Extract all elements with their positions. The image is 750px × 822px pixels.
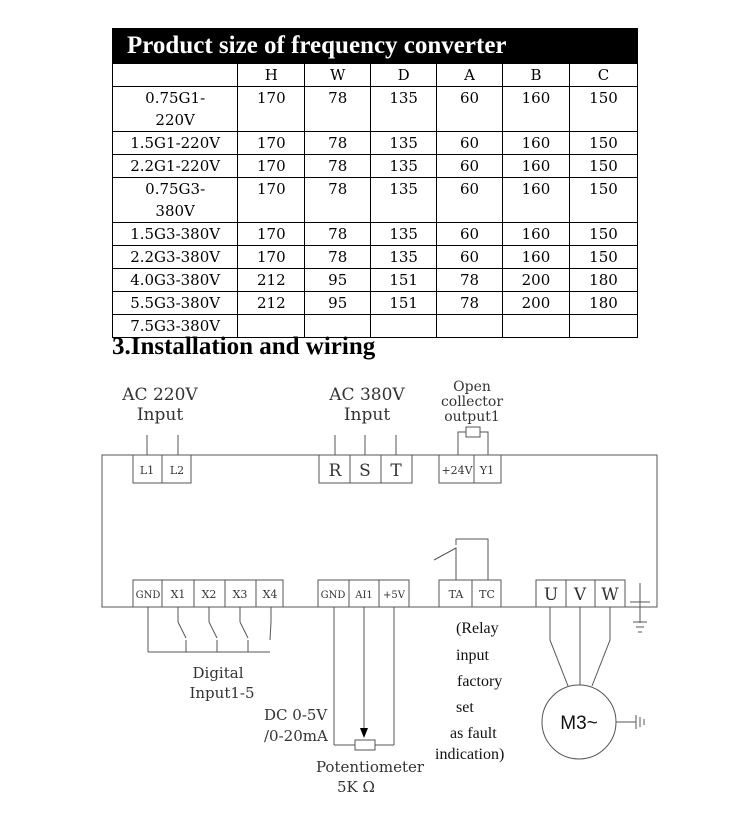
model-cell: 4.0G3-380V: [113, 269, 238, 292]
terminal-s: S: [359, 461, 371, 481]
relay-note-line4: set: [456, 699, 474, 716]
dimension-cell: 180: [569, 269, 637, 292]
terminal-y1: Y1: [479, 464, 495, 477]
dimension-cell: 150: [569, 87, 637, 132]
terminal-l1: L1: [139, 464, 155, 477]
dimension-cell: 200: [502, 292, 569, 315]
table-header-cell: B: [502, 64, 569, 87]
dimension-cell: 170: [238, 132, 305, 155]
dimension-cell: 212: [238, 292, 305, 315]
table-header-cell: D: [371, 64, 437, 87]
dimension-cell: 60: [437, 178, 503, 223]
dimension-cell: 170: [238, 178, 305, 223]
dimension-cell: 78: [305, 155, 371, 178]
relay-note-line6: indication): [435, 746, 505, 763]
relay-note-line2: input: [456, 647, 489, 664]
terminal-gnd-2: GND: [320, 590, 346, 601]
dc-label-line1: DC 0-5V: [264, 706, 328, 724]
dimension-cell: 78: [305, 132, 371, 155]
section-heading: 3.Installation and wiring: [112, 333, 376, 360]
dimension-cell: 160: [502, 87, 569, 132]
dimension-cell: 150: [569, 246, 637, 269]
dimension-cell: 170: [238, 87, 305, 132]
digital-input-line2: Input1-5: [189, 684, 255, 702]
dimension-cell: 95: [305, 292, 371, 315]
dimension-cell: 78: [437, 269, 503, 292]
dimension-cell: 170: [238, 223, 305, 246]
dimension-cell: 150: [569, 178, 637, 223]
dimension-cell: 135: [371, 87, 437, 132]
model-cell: 0.75G3- 380V: [113, 178, 238, 223]
table-header-cell: W: [305, 64, 371, 87]
terminal-x4: X4: [262, 588, 278, 601]
table-title: Product size of frequency converter: [113, 29, 638, 64]
dimension-cell: 200: [502, 269, 569, 292]
table-header-cell: H: [238, 64, 305, 87]
terminal-5v: +5V: [383, 590, 405, 601]
output-load-symbol: [466, 427, 480, 437]
dimension-cell: 135: [371, 223, 437, 246]
potentiometer-symbol: [355, 740, 375, 750]
dimension-cell: 160: [502, 223, 569, 246]
dimension-cell: 135: [371, 155, 437, 178]
dc-label-line2: /0-20mA: [264, 727, 328, 745]
dimension-cell: 180: [569, 292, 637, 315]
dimension-cell: 78: [305, 178, 371, 223]
terminal-x3: X3: [232, 588, 248, 601]
terminal-ta: TA: [448, 588, 464, 601]
terminal-v: V: [573, 585, 587, 605]
relay-note-line5: as fault: [450, 725, 497, 742]
table-header-cell: C: [569, 64, 637, 87]
dimension-cell: 60: [437, 87, 503, 132]
dimension-cell: 160: [502, 132, 569, 155]
model-cell: 1.5G3-380V: [113, 223, 238, 246]
terminal-u: U: [543, 585, 559, 605]
model-cell: 1.5G1-220V: [113, 132, 238, 155]
dimension-cell: 150: [569, 223, 637, 246]
ac220-label-line2: Input: [136, 405, 184, 425]
dimension-cell: 78: [305, 246, 371, 269]
potentiometer-line2: 5K Ω: [337, 778, 375, 796]
terminal-w: W: [601, 585, 619, 605]
dimension-cell: 212: [238, 269, 305, 292]
dimension-cell: 78: [305, 223, 371, 246]
terminal-r: R: [328, 461, 342, 481]
terminal-l2: L2: [169, 464, 185, 477]
dimension-cell: 135: [371, 132, 437, 155]
terminal-ai1: AI1: [355, 590, 373, 601]
dimension-cell: 60: [437, 246, 503, 269]
model-cell: 7.5G3-380V: [113, 315, 238, 338]
dimension-cell: 60: [437, 132, 503, 155]
dimension-cell: 151: [371, 269, 437, 292]
dimension-cell: 160: [502, 178, 569, 223]
terminal-gnd-1: GND: [135, 590, 161, 601]
dimension-cell: 95: [305, 269, 371, 292]
potentiometer-line1: Potentiometer: [315, 758, 425, 776]
terminal-t: T: [390, 461, 402, 481]
dimension-cell: 150: [569, 132, 637, 155]
relay-note-line1: (Relay: [456, 620, 499, 637]
dimension-cell: 160: [502, 246, 569, 269]
table-header-cell: A: [437, 64, 503, 87]
motor-label: M3~: [560, 713, 598, 734]
dimension-cell: 135: [371, 246, 437, 269]
open-collector-line1: Open: [453, 379, 491, 395]
dimension-cell: 160: [502, 155, 569, 178]
ac220-label-line1: AC 220V: [122, 385, 198, 405]
dimension-cell: 151: [371, 292, 437, 315]
ac380-label-line1: AC 380V: [329, 385, 405, 405]
dimension-cell: 78: [305, 87, 371, 132]
model-cell: 5.5G3-380V: [113, 292, 238, 315]
dimension-cell: 135: [371, 178, 437, 223]
ac380-label-line2: Input: [343, 405, 391, 425]
model-cell: 2.2G1-220V: [113, 155, 238, 178]
dimension-cell: 60: [437, 155, 503, 178]
dimension-cell: 170: [238, 246, 305, 269]
open-collector-line2: collector: [440, 394, 504, 410]
terminal-x2: X2: [201, 588, 217, 601]
open-collector-line3: output1: [444, 409, 500, 425]
model-cell: 0.75G1- 220V: [113, 87, 238, 132]
dimension-cell: 60: [437, 223, 503, 246]
model-cell: 2.2G3-380V: [113, 246, 238, 269]
dimension-cell: 150: [569, 155, 637, 178]
terminal-24v: +24V: [441, 464, 473, 477]
dimension-cell: 78: [437, 292, 503, 315]
digital-input-line1: Digital: [192, 664, 244, 682]
relay-note-line3: factory: [457, 673, 503, 690]
dimension-cell: 170: [238, 155, 305, 178]
terminal-tc: TC: [479, 588, 495, 601]
terminal-x1: X1: [170, 588, 186, 601]
